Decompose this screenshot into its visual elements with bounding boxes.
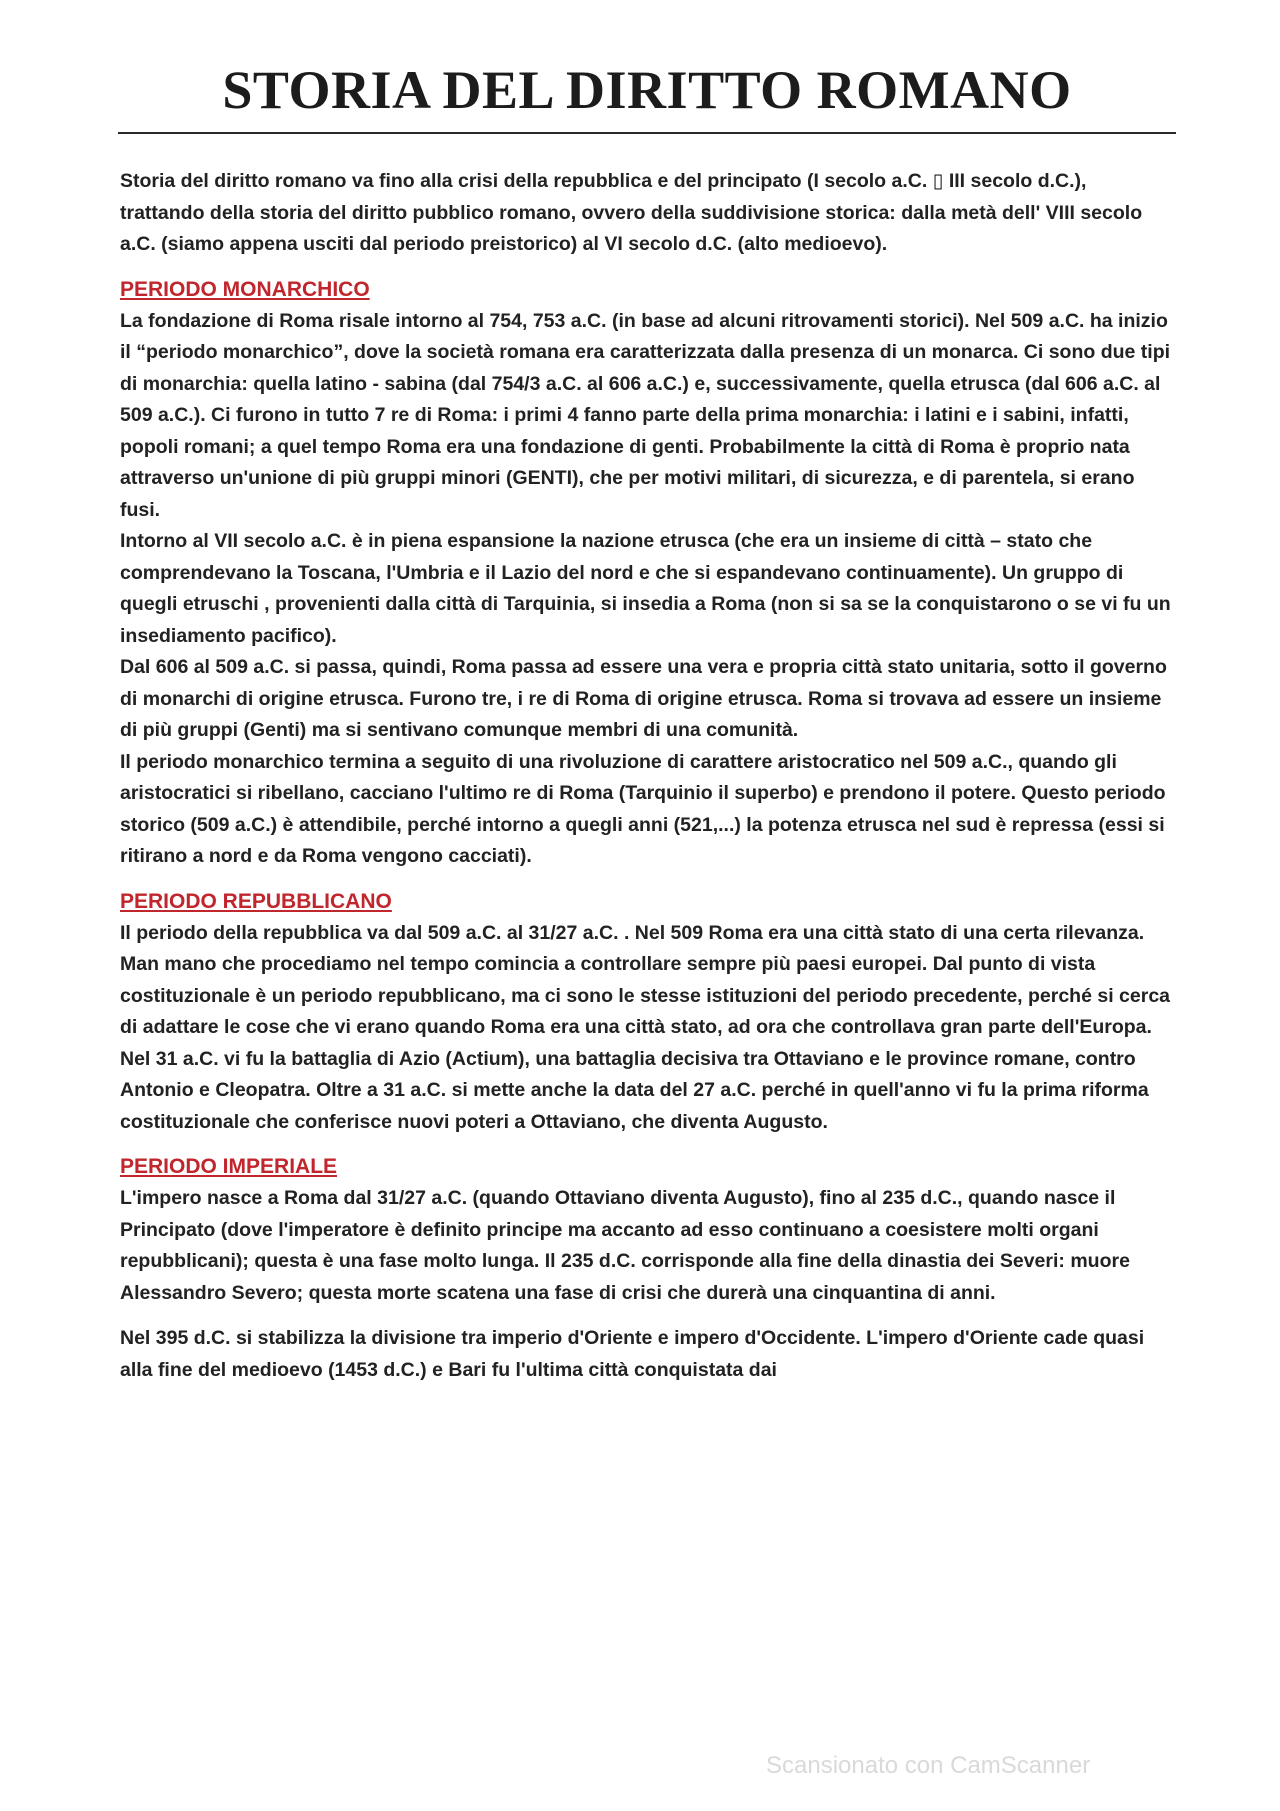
- document-body: [120, 166, 1176, 1386]
- final-paragraph: Nel 395 d.C. si stabilizza la divisione tra imperio d'Oriente e impero d'Occidente. L'impero d'Oriente cade quasi alla fine del medioevo (1453 d.C.) e Bari fu l'ultima città conquistata dai: [120, 1327, 1145, 1381]
- title-divider: [118, 132, 1176, 134]
- section-paragraph: L'impero nasce a Roma dal 31/27 a.C. (quando Ottaviano diventa Augusto), fino al 235 d.C., quando nasce il Principato (dove l'imperatore è definito principe ma accanto ad esso continuano a coesistere molti organi repubblicani); questa è una fase molto lunga. Il 235 d.C. corrisponde alla fine della dinastia dei Severi: muore Alessandro Severo; questa morte scatena una fase di crisi che durerà una cinquantina di anni.: [120, 1187, 1130, 1304]
- section-paragraph: Dal 606 al 509 a.C. si passa, quindi, Roma passa ad essere una vera e propria città stato unitaria, sotto il governo di monarchi di origine etrusca. Furono tre, i re di Roma di origine etrusca. Roma si trovava ad essere un insieme di più gruppi (Genti) ma si sentivano comunque membri di una comunità.: [120, 656, 1167, 741]
- section-heading: PERIODO IMPERIALE: [120, 1155, 338, 1178]
- section-paragraph: Il periodo della repubblica va dal 509 a.C. al 31/27 a.C. . Nel 509 Roma era una città stato di una certa rilevanza. Man mano che procediamo nel tempo comincia a controllare sempre più paesi europei. Dal punto di vista costituzionale è un periodo repubblicano, ma ci sono le stesse istituzioni del periodo precedente, perché si cerca di adattare le cose che vi erano quando Roma era una città stato, ad ora che controllava gran parte dell'Europa. Nel 31 a.C. vi fu la battaglia di Azio (Actium), una battaglia decisiva tra Ottaviano e le province romane, contro Antonio e Cleopatra. Oltre a 31 a.C. si mette anche la data del 27 a.C. perché in quell'anno vi fu la prima riforma costituzionale che conferisce nuovi poteri a Ottaviano, che diventa Augusto.: [120, 921, 1171, 1133]
- section-paragraph: Il periodo monarchico termina a seguito di una rivoluzione di carattere aristocratico nel 509 a.C., quando gli aristocratici si ribellano, cacciano l'ultimo re di Roma (Tarquinio il superbo) e prendono il potere. Questo periodo storico (509 a.C.) è attendibile, perché intorno a quegli anni (521,...) la potenza etrusca nel sud è repressa (essi si ritirano a nord e da Roma vengono cacciati).: [120, 750, 1166, 867]
- section-paragraph: Intorno al VII secolo a.C. è in piena espansione la nazione etrusca (che era un insieme di città – stato che comprendevano la Toscana, l'Umbria e il Lazio del nord e che si espandevano continuamente). Un gruppo di quegli etruschi , provenienti dalla città di Tarquinia, si insedia a Roma (non si sa se la conquistarono o se vi fu un insediamento pacifico).: [120, 530, 1171, 647]
- scanner-watermark: Scansionato con CamScanner: [766, 1752, 1091, 1779]
- section-periodo-repubblicano: [120, 885, 1176, 1139]
- section-paragraph: La fondazione di Roma risale intorno al 754, 753 a.C. (in base ad alcuni ritrovamenti storici). Nel 509 a.C. ha inizio il “periodo monarchico”, dove la società romana era caratterizzata dalla presenza di un monarca. Ci sono due tipi di monarchia: quella latino - sabina (dal 754/3 a.C. al 606 a.C.) e, successivamente, quella etrusca (dal 606 a.C. al 509 a.C.). Ci furono in tutto 7 re di Roma: i primi 4 fanno parte della prima monarchia: i latini e i sabini, infatti, popoli romani; a quel tempo Roma era una fondazione di genti. Probabilmente la città di Roma è proprio nata attraverso un'unione di più gruppi minori (GENTI), che per motivi militari, di sicurezza, e di parentela, si erano fusi.: [120, 309, 1171, 521]
- page-title: STORIA DEL DIRITTO ROMANO: [222, 60, 1072, 120]
- section-periodo-monarchico: [120, 273, 1176, 873]
- section-periodo-imperiale: [120, 1150, 1176, 1309]
- intro-paragraph: Storia del diritto romano va fino alla crisi della repubblica e del principato (I secolo a.C. ▯ III secolo d.C.), trattando della storia del diritto pubblico romano, ovvero della suddivisione storica: dalla metà dell' VIII secolo a.C. (siamo appena usciti dal periodo preistorico) al VI secolo d.C. (alto medioevo).: [120, 170, 1143, 255]
- section-heading: PERIODO MONARCHICO: [120, 277, 370, 301]
- section-heading: PERIODO REPUBBLICANO: [120, 889, 392, 913]
